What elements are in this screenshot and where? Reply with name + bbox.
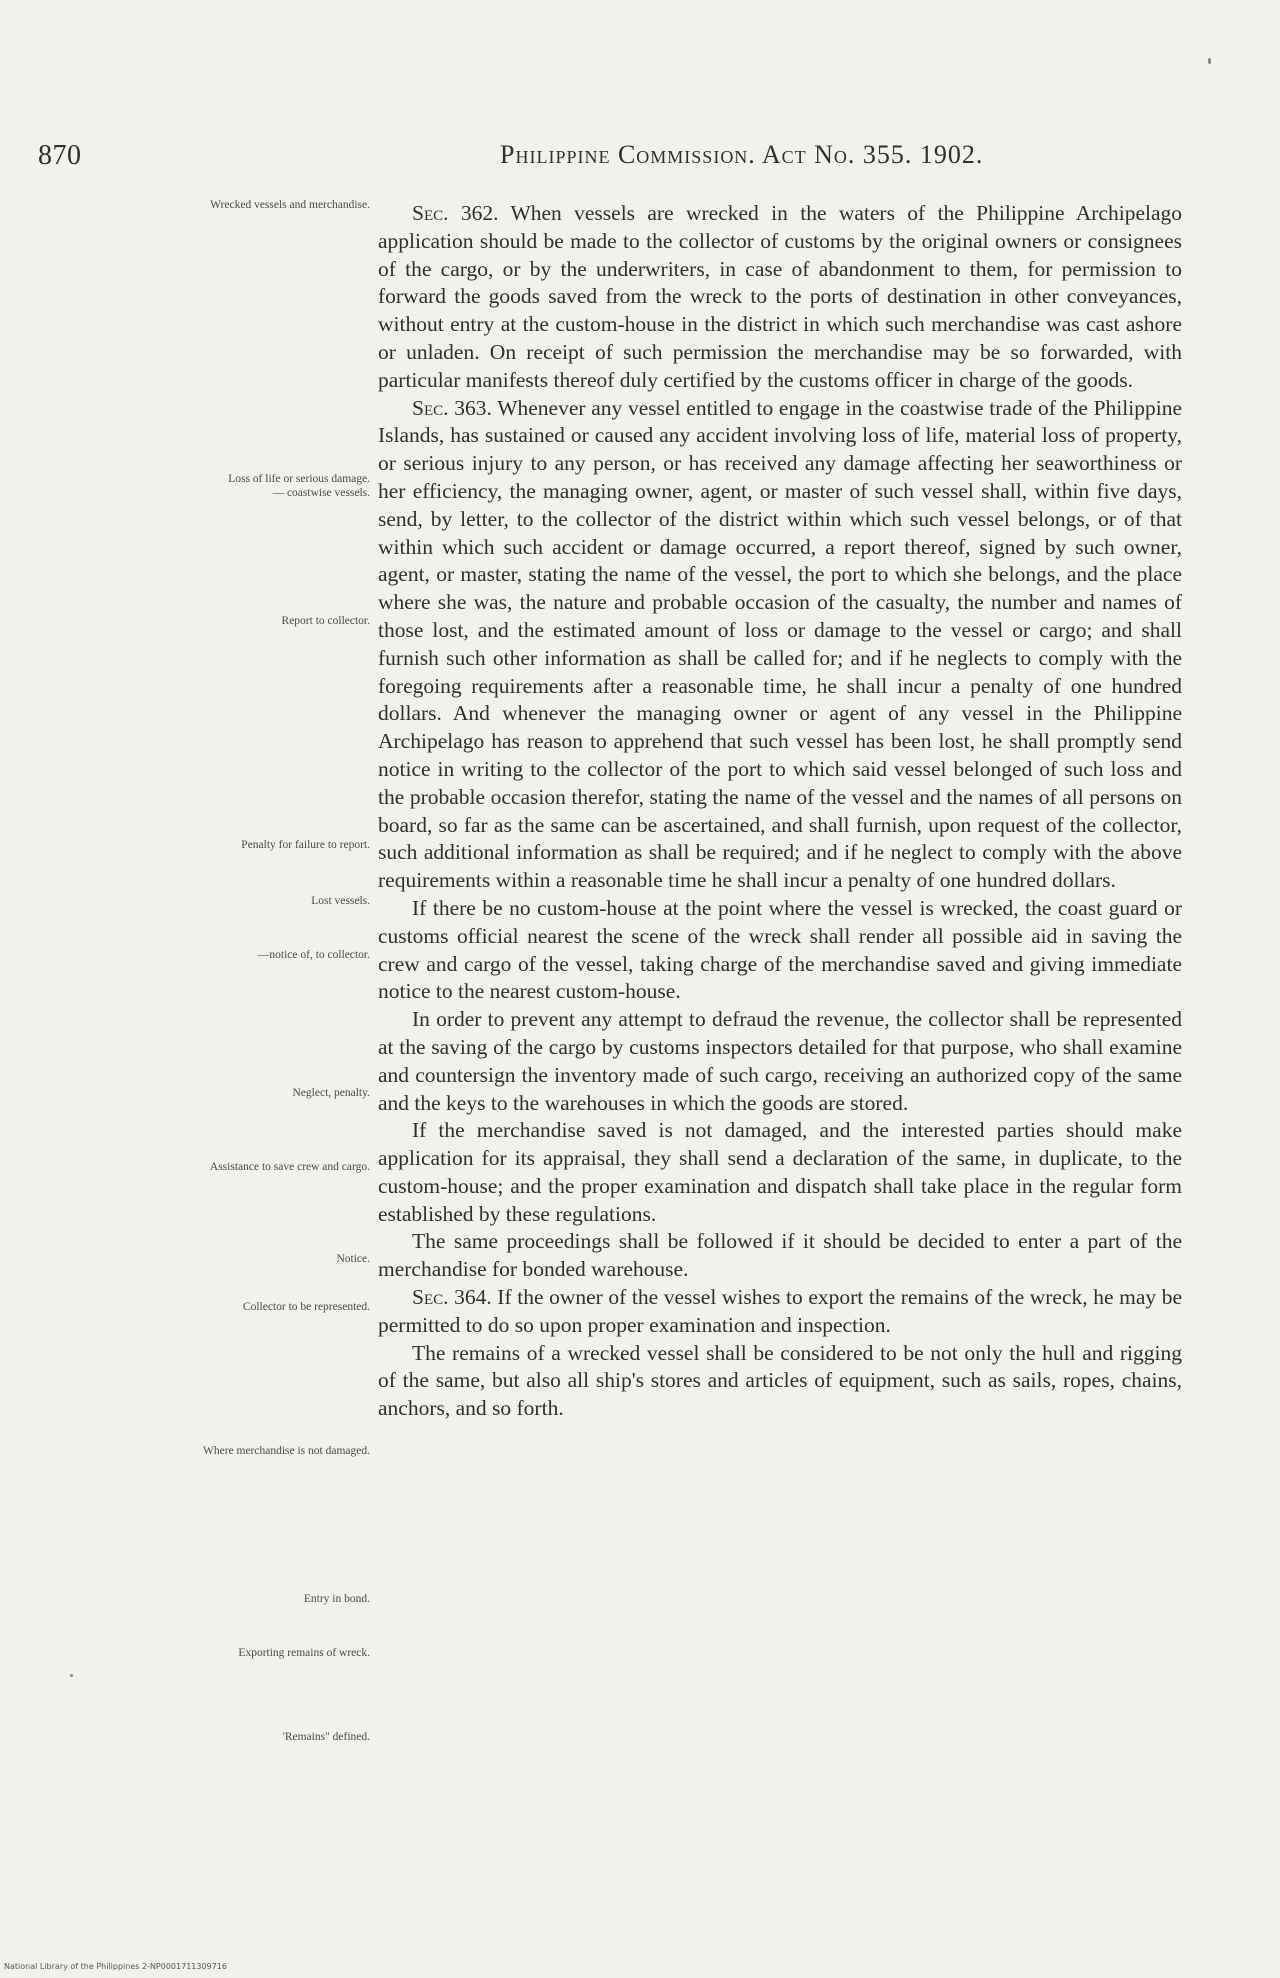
section-lead: Sec. 363.	[412, 395, 492, 420]
sidenote-loss-of-life: Loss of life or serious damage. — coastwise vessels.	[228, 473, 370, 499]
paragraph-text: If the merchandise saved is not damaged, and the interested parties should make application for its appraisal, they shall send a declaration of the same, in duplicate, to the custom-house; and the proper examination and dispatch shall take place in the regular form established by these regulations.	[378, 1118, 1182, 1226]
paragraph-sec-363	[378, 395, 1182, 895]
paragraph-no-custom-house	[378, 895, 1182, 1006]
paragraph-text: Whenever any vessel entitled to engage in the coastwise trade of the Philippine Islands, has sustained or caused any accident involving loss of life, material loss of property, or serious injury to any person, or has received any damage affecting her seaworthiness or her efficiency, the managing owner, agent, or master of such vessel shall, within five days, send, by letter, to the collector of the district within which such vessel belongs, or of that within which such accident or damage occurred, a report thereof, signed by such owner, agent, or master, stating the name of the vessel, the port to which she belongs, and the place where she was, the nature and probable occasion of the casualty, the number and names of those lost, and the estimated amount of loss or damage to the vessel or cargo; and shall furnish such other information as shall be called for; and if he neglects to comply with the foregoing requirements after a reasonable time, he shall incur a penalty of one hundred dollars. And whenever the managing owner or agent of any vessel in the Philippine Archipelago has reason to apprehend that such vessel has been lost, he shall promptly send notice in writing to the collector of the port to which said vessel belonged of such loss and the probable occasion therefor, stating the name of the vessel and the names of all persons on board, so far as the same can be ascertained, and shall furnish, upon request of the collector, such additional information as shall be required; and if he neglect to comply with the above requirements within a reasonable time he shall incur a penalty of one hundred dollars.	[378, 395, 1182, 893]
paragraph-prevent-fraud	[378, 1006, 1182, 1117]
paragraph-text: In order to prevent any attempt to defraud the revenue, the collector shall be represented at the saving of the cargo by customs inspectors detailed for that purpose, who shall examine and countersign the inventory made of such cargo, receiving an authorized copy of the same and the keys to the warehouses in which the goods are stored.	[378, 1007, 1182, 1115]
sidenote-assistance-crew-cargo: Assistance to save crew and cargo.	[209, 1161, 370, 1173]
paragraph-sec-362	[378, 200, 1182, 395]
scan-speck	[70, 1674, 73, 1677]
sidenote-report-to-collector: Report to collector.	[281, 615, 370, 627]
sidenote-entry-in-bond: Entry in bond.	[303, 1593, 370, 1605]
section-lead: Sec. 362.	[412, 201, 499, 225]
sidenote-merchandise-not-damaged: Where merchandise is not damaged.	[202, 1445, 370, 1457]
section-lead: Sec. 364.	[412, 1285, 492, 1310]
page-number: 870	[38, 140, 82, 171]
paragraph-bonded-warehouse	[378, 1228, 1182, 1284]
paragraph-text: The same proceedings shall be followed if it should be decided to enter a part of the merchandise for bonded warehouse.	[378, 1229, 1182, 1282]
sidenote-neglect-penalty: Neglect, penalty.	[292, 1087, 370, 1099]
main-text	[378, 200, 1182, 1423]
sidenote-exporting-remains: Exporting remains of wreck.	[238, 1647, 370, 1659]
sidenote-penalty-failure-report: Penalty for failure to report.	[241, 839, 370, 851]
sidenote-wrecked-vessels: Wrecked vessels and merchandise.	[210, 199, 370, 211]
sidenote-notice-to-collector: —notice of, to collector.	[257, 949, 370, 961]
paragraph-text: If the owner of the vessel wishes to export the remains of the wreck, he may be permitted to do so upon proper examination and inspection.	[378, 1285, 1182, 1337]
paragraph-text: If there be no custom-house at the point where the vessel is wrecked, the coast guard or customs official nearest the scene of the wreck shall render all possible aid in saving the crew and cargo of the vessel, taking charge of the merchandise saved and giving immediate notice to the nearest custom-house.	[378, 895, 1182, 1004]
paragraph-remains-defined	[378, 1340, 1182, 1423]
sidenote-collector-represented: Collector to be represented.	[242, 1301, 370, 1313]
paragraph-text: When vessels are wrecked in the waters of the Philippine Archipelago application should be made to the collector of customs by the original owners or consignees of the cargo, or by the underwriters, in case of abandonment to them, for permission to forward the goods saved from the wreck to the ports of destination in other conveyances, without entry at the custom-house in the district in which such merchandise was cast ashore or unladen. On receipt of such permission the merchandise may be so forwarded, with particular manifests thereof duly certified by the customs officer in charge of the goods.	[378, 201, 1182, 392]
archive-stamp: National Library of the Philippines 2-NP0001711309716	[4, 1962, 227, 1971]
running-header-title: Philippine Commission. Act No. 355. 1902.	[500, 140, 984, 169]
paragraph-sec-364	[378, 1284, 1182, 1340]
paragraph-text: The remains of a wrecked vessel shall be considered to be not only the hull and rigging of the same, but also all ship's stores and articles of equipment, such as sails, ropes, chains, anchors, and so forth.	[378, 1340, 1182, 1421]
sidenote-notice: Notice.	[336, 1253, 370, 1265]
sidenote-remains-defined: 'Remains" defined.	[282, 1731, 370, 1743]
paragraph-not-damaged	[378, 1117, 1182, 1228]
scan-speck	[1208, 58, 1211, 64]
sidenote-lost-vessels: Lost vessels.	[311, 895, 370, 907]
